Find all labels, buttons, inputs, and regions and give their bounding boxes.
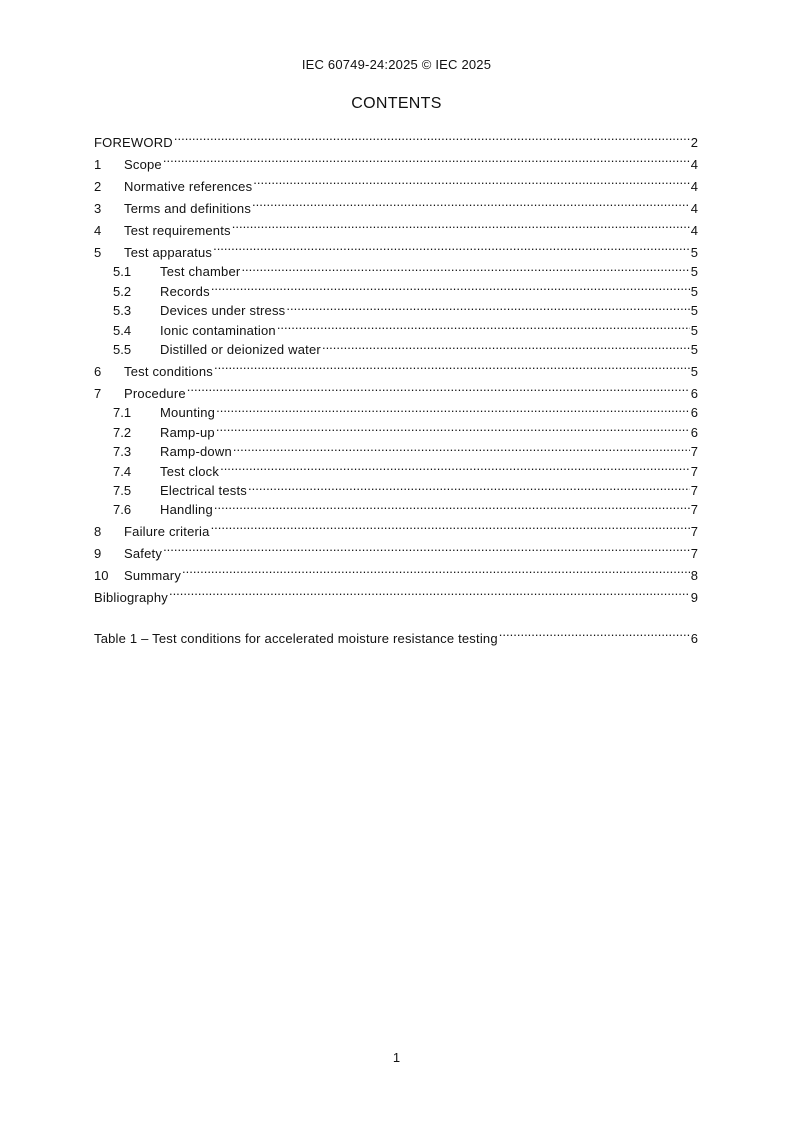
toc-entry-number: 7.1 xyxy=(113,405,132,421)
toc-entry-number: 5.2 xyxy=(113,283,132,299)
toc-entry-number: 7.5 xyxy=(113,482,132,498)
toc-entry-label: Test requirements xyxy=(124,223,231,238)
toc-entry-label: Bibliography xyxy=(94,590,168,606)
toc-entry-number: 6 xyxy=(94,363,102,379)
toc-entry-page: 7 xyxy=(690,524,698,540)
toc-entry-page: 7 xyxy=(690,444,698,460)
toc-entry-label: Ramp-down xyxy=(160,444,232,460)
toc-entry-page: 4 xyxy=(690,223,698,238)
dot-leader xyxy=(220,456,690,475)
toc-entry-label: Ramp-up xyxy=(160,424,215,440)
toc-entry-page: 5 xyxy=(690,363,698,379)
toc-entry-label: Handling xyxy=(160,502,213,518)
toc-entry-label: Normative references xyxy=(124,179,253,194)
toc-entry-page: 6 xyxy=(690,385,698,401)
toc-entry-number: 7.2 xyxy=(113,424,132,440)
toc-entry-label: Procedure xyxy=(124,385,186,401)
toc-entry-safety[interactable] xyxy=(94,536,698,562)
toc-entry-label: FOREWORD xyxy=(94,135,173,150)
toc-entry-page: 7 xyxy=(690,463,698,479)
dot-leader xyxy=(216,398,690,417)
toc-entry-page: 4 xyxy=(690,201,698,216)
toc-entry-page: 5 xyxy=(690,341,698,357)
dot-leader xyxy=(169,580,690,602)
toc-entry-scope[interactable] xyxy=(94,147,698,172)
toc-entry-page: 9 xyxy=(690,590,698,606)
toc-entry-page: 7 xyxy=(690,482,698,498)
toc-entry-label: Mounting xyxy=(160,405,216,421)
toc-entry-page: 6 xyxy=(690,424,698,440)
toc-entry-number: 5.5 xyxy=(113,341,132,357)
toc-entry-label: Records xyxy=(160,283,210,299)
toc-entry-number: 4 xyxy=(94,223,102,238)
toc-entry-page: 5 xyxy=(690,245,698,260)
dot-leader xyxy=(214,354,690,376)
toc-entry-label: Table 1 – Test conditions for accelerated moisture resistance testing xyxy=(94,631,498,647)
dot-leader xyxy=(187,376,690,398)
toc-entry-page: 5 xyxy=(690,283,698,299)
toc-entry-number: 8 xyxy=(94,524,102,540)
toc-entry-page: 6 xyxy=(690,631,698,647)
dot-leader xyxy=(163,147,690,169)
table-of-contents xyxy=(94,125,698,647)
toc-entry-label: Distilled or deionized water xyxy=(160,341,321,357)
toc-entry-number: 7.6 xyxy=(113,502,132,518)
toc-entry-page: 4 xyxy=(690,157,698,172)
dot-leader xyxy=(163,536,690,558)
toc-entry-label: Test chamber xyxy=(160,264,241,280)
dot-leader xyxy=(211,514,690,536)
toc-entry-number: 7.3 xyxy=(113,444,132,460)
toc-entry-label: Failure criteria xyxy=(124,524,210,540)
toc-entry-foreword[interactable] xyxy=(94,125,698,150)
dot-leader xyxy=(174,125,690,147)
toc-entry-page: 4 xyxy=(690,179,698,194)
toc-entry-number: 1 xyxy=(94,157,102,172)
toc-entry-page: 6 xyxy=(690,405,698,421)
toc-entry-label: Electrical tests xyxy=(160,482,248,498)
toc-entry-page: 5 xyxy=(690,303,698,319)
toc-entry-page: 5 xyxy=(690,322,698,338)
toc-entry-number: 5.3 xyxy=(113,303,132,319)
toc-entry-page: 7 xyxy=(690,546,698,562)
toc-entry-number: 3 xyxy=(94,201,102,216)
toc-entry-page: 5 xyxy=(690,264,698,280)
toc-entry-summary[interactable] xyxy=(94,558,698,584)
contents-title: CONTENTS xyxy=(351,95,442,112)
toc-entry-label: Devices under stress xyxy=(160,303,286,319)
document-header: IEC 60749-24:2025 © IEC 2025 xyxy=(301,57,492,72)
dot-leader xyxy=(252,191,690,213)
dot-leader xyxy=(253,169,689,191)
toc-entry-number: 5.4 xyxy=(113,322,132,338)
toc-entry-label: Terms and definitions xyxy=(124,201,252,216)
toc-entry-page: 7 xyxy=(690,502,698,518)
toc-entry-label: Summary xyxy=(124,568,182,584)
dot-leader xyxy=(232,213,690,235)
toc-entry-table-1[interactable] xyxy=(94,621,698,647)
toc-entry-number: 7 xyxy=(94,385,102,401)
dot-leader xyxy=(248,476,690,495)
toc-entry-label: Safety xyxy=(124,546,163,562)
toc-entry-number: 5.1 xyxy=(113,264,132,280)
toc-entry-label: Test apparatus xyxy=(124,245,213,260)
dot-leader xyxy=(322,335,690,354)
dot-leader xyxy=(213,235,690,257)
toc-entry-page: 8 xyxy=(690,568,698,584)
dot-leader xyxy=(211,276,690,295)
dot-leader xyxy=(241,257,689,276)
dot-leader xyxy=(216,417,690,436)
toc-entry-bibliography[interactable] xyxy=(94,580,698,606)
dot-leader xyxy=(286,296,689,315)
toc-entry-normative-references[interactable] xyxy=(94,169,698,194)
toc-entry-number: 9 xyxy=(94,546,102,562)
toc-entry-number: 7.4 xyxy=(113,463,132,479)
toc-entry-page: 2 xyxy=(690,135,698,150)
page-number: 1 xyxy=(392,1050,401,1065)
toc-entry-label: Test clock xyxy=(160,463,220,479)
dot-leader xyxy=(182,558,690,580)
toc-entry-number: 10 xyxy=(94,568,109,584)
dot-leader xyxy=(499,621,690,643)
toc-entry-label: Ionic contamination xyxy=(160,322,276,338)
dot-leader xyxy=(214,495,690,514)
dot-leader xyxy=(277,315,690,334)
toc-entry-label: Scope xyxy=(124,157,162,172)
toc-entry-number: 5 xyxy=(94,245,102,260)
toc-entry-number: 2 xyxy=(94,179,102,194)
dot-leader xyxy=(233,437,690,456)
toc-entry-label: Test conditions xyxy=(124,363,213,379)
